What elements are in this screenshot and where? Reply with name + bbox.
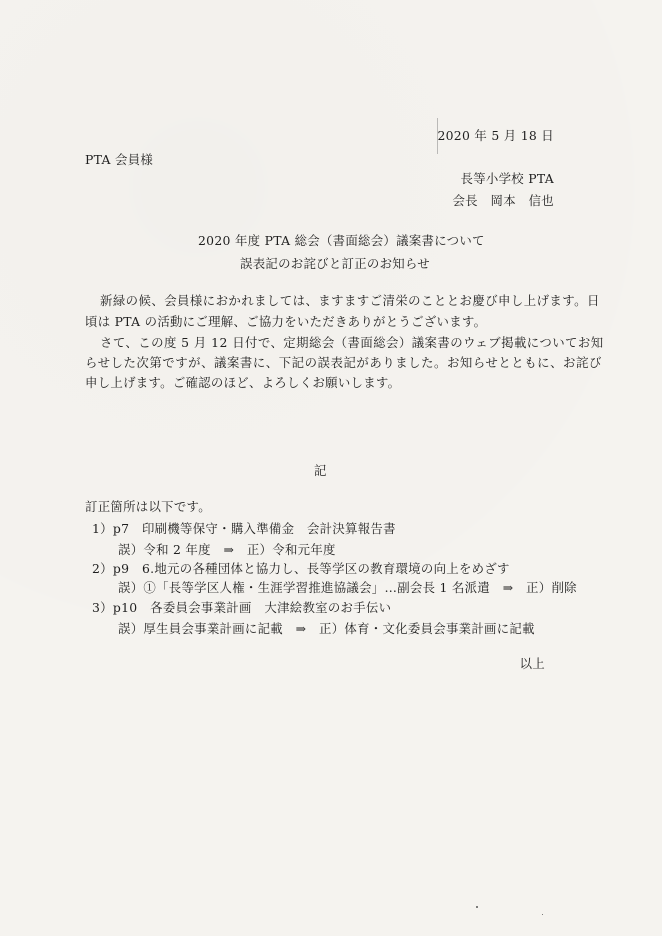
correction-item-1-detail: 誤）令和 2 年度 ⇒ 正）令和元年度 — [118, 542, 336, 557]
note-heading: 記 — [314, 463, 327, 478]
sender-name: 会長 岡本 信也 — [452, 193, 554, 208]
closing-mark: 以上 — [519, 656, 545, 671]
sender-organization: 長等小学校 PTA — [460, 171, 554, 186]
scan-speck — [476, 906, 478, 908]
body-line-2: 頃は PTA の活動にご理解、ご協力をいただきありがとうございます。 — [85, 314, 487, 329]
document-title-line-2: 誤表記のお詫びと訂正のお知らせ — [240, 256, 430, 271]
correction-item-3-detail: 誤）厚生員会事業計画に記載 ⇒ 正）体育・文化委員会事業計画に記載 — [118, 621, 535, 636]
scan-speck — [542, 914, 543, 915]
correction-item-2-detail: 誤）①「長等学区人権・生涯学習推進協議会」…副会長 1 名派遣 ⇒ 正）削除 — [118, 580, 577, 595]
body-line-3: さて、この度 5 月 12 日付で、定期総会（書面総会）議案書のウェブ掲載についてお知 — [100, 335, 604, 350]
body-line-5: 申し上げます。ご確認のほど、よろしくお願いします。 — [85, 375, 401, 390]
recipient-line: PTA 会員様 — [85, 152, 154, 167]
corrections-intro: 訂正箇所は以下です。 — [85, 499, 211, 514]
document-title-line-1: 2020 年度 PTA 総会（書面総会）議案書について — [198, 233, 485, 248]
correction-item-1-heading: 1）p7 印刷機等保守・購入準備金 会計決算報告書 — [92, 521, 396, 536]
body-line-4: らせした次第ですが、議案書に、下記の誤表記がありました。お知らせとともに、お詫び — [85, 355, 602, 370]
body-line-1: 新緑の候、会員様におかれましては、ますますご清栄のこととお慶び申し上げます。日 — [100, 293, 600, 308]
correction-item-2-heading: 2）p9 6.地元の各種団体と協力し、長等学区の教育環境の向上をめざす — [92, 561, 510, 576]
correction-item-3-heading: 3）p10 各委員会事業計画 大津絵教室のお手伝い — [92, 600, 392, 615]
document-date: 2020 年 5 月 18 日 — [437, 128, 554, 143]
